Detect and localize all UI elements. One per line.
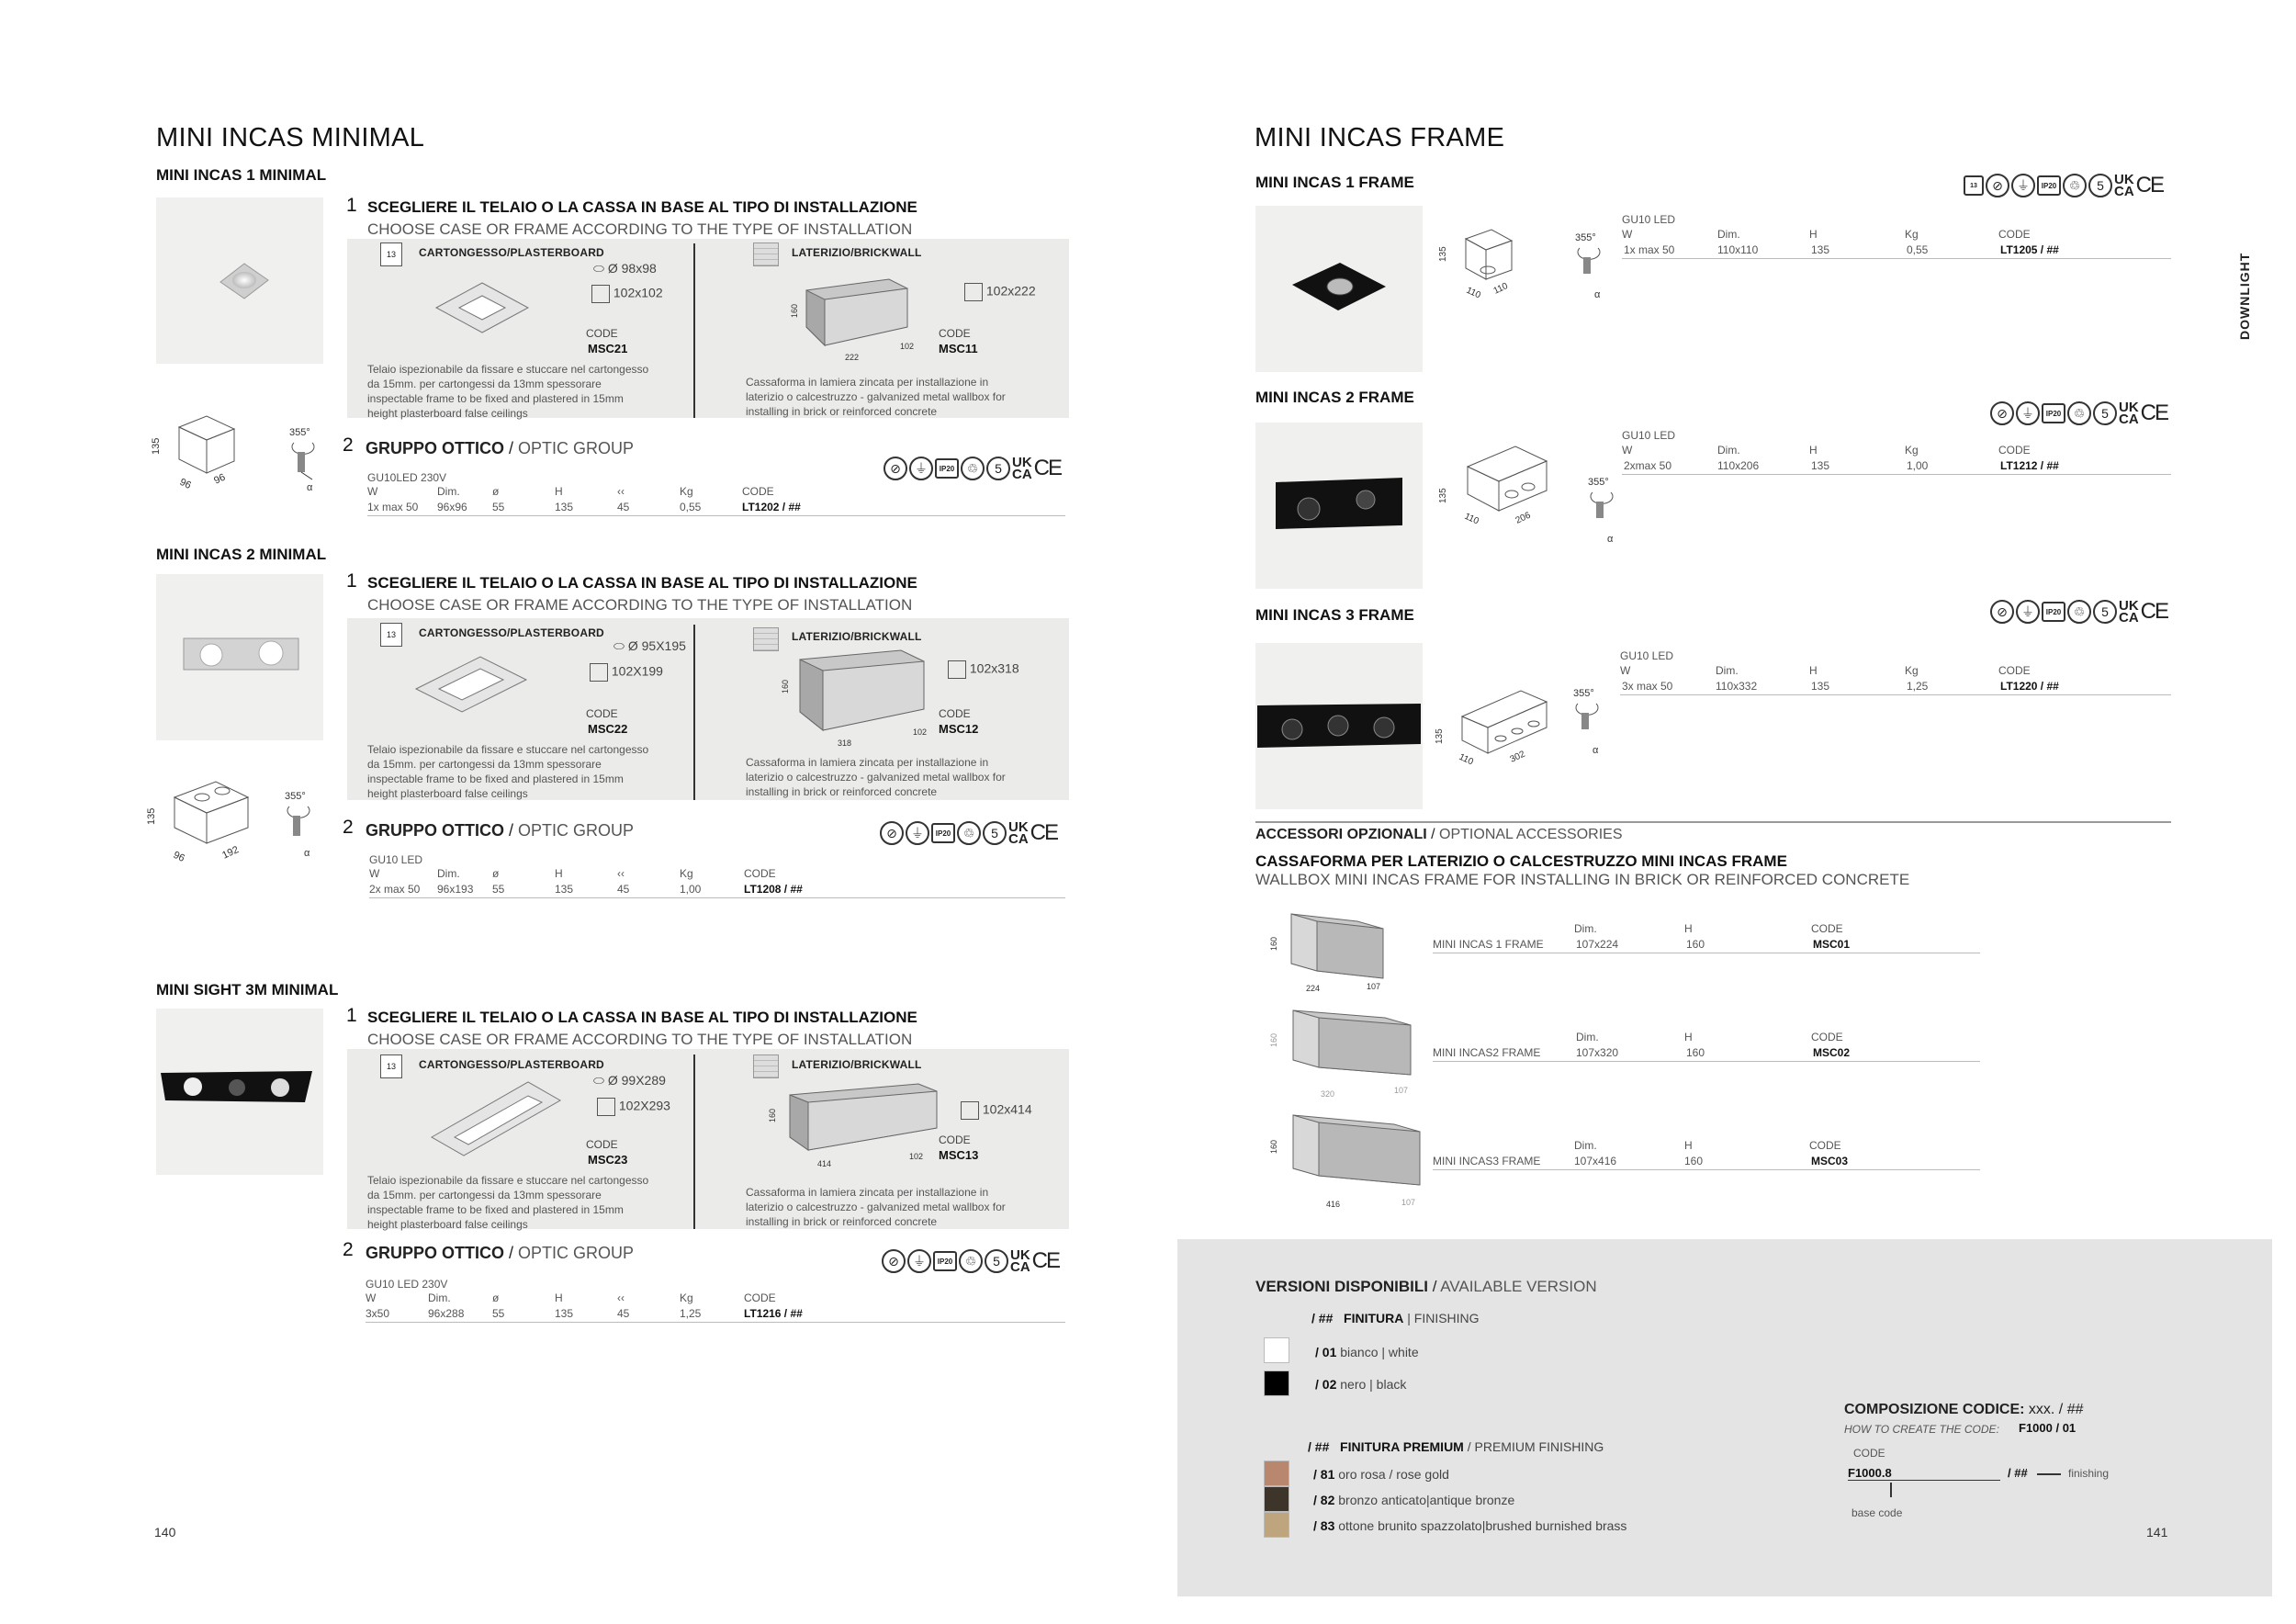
step-1-heading-it-2: SCEGLIERE IL TELAIO O LA CASSA IN BASE AL TIPO DI INSTALLAZIONE xyxy=(367,574,917,592)
no-insulation-icon: ⊘ xyxy=(884,457,907,480)
finish-swatch-white xyxy=(1264,1337,1289,1363)
plasterboard-code: MSC21 xyxy=(588,342,628,355)
wallbox-drawing-2 xyxy=(777,643,938,753)
plasterboard-description-3: Telaio ispezionabile da fissare e stuccare nel cartongesso da 15mm. per cartongessi da 13mm spessorare inspectable frame to be fixed and plastered in 15mm height plasterboard false ceilings xyxy=(367,1174,649,1231)
plasterboard-label-3: CARTONGESSO/PLASTERBOARD xyxy=(419,1058,604,1071)
step-1-heading-en-3: CHOOSE CASE OR FRAME ACCORDING TO THE TYPE OF INSTALLATION xyxy=(367,1031,913,1048)
plasterboard-code-2: MSC22 xyxy=(588,722,628,736)
ukca-icon: UK CA xyxy=(2119,400,2139,427)
how-to-create-code: HOW TO CREATE THE CODE: xyxy=(1844,1423,1999,1436)
brickwall-code-2: MSC12 xyxy=(939,722,979,736)
accessory-wallbox-drawing-3 xyxy=(1266,1102,1431,1212)
svg-text:355°: 355° xyxy=(285,791,306,802)
step-2-number-3: 2 xyxy=(343,1239,354,1260)
plasterboard-frame-drawing-3 xyxy=(422,1073,569,1165)
ce-icon: CE xyxy=(1030,820,1058,845)
step-1-number-2: 1 xyxy=(346,570,357,592)
warranty-5-icon: 5 xyxy=(2088,174,2112,197)
product-code-LT1220: LT1220 / ## xyxy=(2000,680,2059,693)
brick-wall-icon-3 xyxy=(753,1054,779,1078)
svg-text:414: 414 xyxy=(817,1159,832,1168)
wallbox-rect-icon xyxy=(964,283,983,301)
wallbox-drawing-1 xyxy=(788,272,926,364)
warranty-5-icon: 5 xyxy=(983,821,1007,845)
svg-text:102: 102 xyxy=(909,1152,924,1161)
svg-text:355°: 355° xyxy=(289,427,310,438)
step-1-heading-it-3: SCEGLIERE IL TELAIO O LA CASSA IN BASE AL TIPO DI INSTALLAZIONE xyxy=(367,1009,917,1026)
brickwall-code-label-3: CODE xyxy=(939,1133,971,1146)
certification-icons-1 xyxy=(884,456,1061,481)
tilt-angle-drawing-2 xyxy=(280,788,326,862)
frame-rect-icon xyxy=(590,663,608,682)
svg-text:320: 320 xyxy=(1321,1089,1335,1099)
frame-2-table: W Dim. H Kg CODE 2xmax 50 110x206 135 1,00 LT1212 / ## xyxy=(1622,444,2171,477)
product-photo-mini-incas-1-minimal xyxy=(156,197,323,364)
plasterboard-thickness-icon-3: 13 xyxy=(380,1054,402,1078)
brickwall-label: LATERIZIO/BRICKWALL xyxy=(792,246,922,259)
ce-icon: CE xyxy=(2140,400,2168,425)
right-page-number: 141 xyxy=(2146,1525,2168,1539)
certification-icons-3 xyxy=(882,1248,1059,1274)
accessory-wallbox-drawing-2 xyxy=(1266,1001,1422,1102)
certification-icons-frame-3 xyxy=(1990,599,2167,625)
lamp-type-3: GU10 LED 230V xyxy=(366,1278,448,1291)
step-2-number: 2 xyxy=(343,434,354,456)
warranty-5-icon: 5 xyxy=(2093,401,2117,425)
recycle-icon: ♲ xyxy=(2067,401,2091,425)
dimension-drawing-frame-2 xyxy=(1433,430,1552,531)
optic-table-1: W Dim. ø H ‹‹ Kg CODE 1x max 50 96x96 55 135 45 0,55 LT1202 / ## xyxy=(367,485,1065,518)
accessory-row-2: Dim. H CODE MINI INCAS2 FRAME 107x320 160 MSC02 xyxy=(1433,1031,1980,1064)
svg-text:160: 160 xyxy=(1269,1032,1278,1047)
earth-icon: ⏚ xyxy=(2016,600,2040,624)
step-1-number-3: 1 xyxy=(346,1005,357,1026)
no-insulation-icon: ⊘ xyxy=(1986,174,2009,197)
frame-rect-icon xyxy=(597,1098,615,1116)
panel-divider-2 xyxy=(693,625,695,800)
svg-text:160: 160 xyxy=(1269,1139,1278,1154)
step-1-heading-en: CHOOSE CASE OR FRAME ACCORDING TO THE TYPE OF INSTALLATION xyxy=(367,220,913,238)
product-code-LT1208: LT1208 / ## xyxy=(744,883,803,896)
svg-text:160: 160 xyxy=(790,303,799,318)
accessory-code-MSC01: MSC01 xyxy=(1813,938,1851,951)
ce-icon: CE xyxy=(2140,599,2168,624)
svg-text:α: α xyxy=(307,482,313,493)
no-insulation-icon: ⊘ xyxy=(1990,401,2014,425)
cutout-icon: ⬭ xyxy=(593,1073,608,1088)
right-page-title: MINI INCAS FRAME xyxy=(1255,123,1505,152)
frame-2-lamp: GU10 LED xyxy=(1622,429,1676,442)
earth-icon: ⏚ xyxy=(906,821,929,845)
svg-text:135: 135 xyxy=(1438,246,1448,262)
wallbox-rect-icon xyxy=(961,1101,979,1120)
frame-dimension-3: 102X293 xyxy=(597,1098,670,1116)
how-to-create-code-example: F1000 / 01 xyxy=(2019,1421,2077,1435)
svg-text:α: α xyxy=(1607,534,1614,545)
svg-text:α: α xyxy=(1594,289,1601,300)
composition-finishing-suffix: / ## xyxy=(2008,1466,2028,1480)
svg-text:160: 160 xyxy=(768,1108,777,1122)
optic-group-heading-1: GRUPPO OTTICO / OPTIC GROUP xyxy=(366,439,635,457)
ce-icon: CE xyxy=(1031,1248,1060,1273)
no-insulation-icon: ⊘ xyxy=(1990,600,2014,624)
svg-text:110: 110 xyxy=(1457,751,1475,768)
product-photo-mini-incas-3-frame xyxy=(1255,643,1423,809)
cutout-icon: ⬭ xyxy=(613,638,628,653)
plasterboard-13-icon: 13 xyxy=(1964,175,1984,196)
warranty-5-icon: 5 xyxy=(2093,600,2117,624)
accessory-wallbox-drawing-1 xyxy=(1266,905,1394,997)
frame-2-subtitle: MINI INCAS 2 FRAME xyxy=(1255,389,1414,406)
frame-3-subtitle: MINI INCAS 3 FRAME xyxy=(1255,606,1414,624)
category-side-label: DOWNLIGHT xyxy=(2237,252,2252,340)
composition-base-code: F1000.8 xyxy=(1848,1466,1892,1480)
ip20-icon: IP20 xyxy=(2037,175,2061,196)
tilt-angle-drawing-frame-2 xyxy=(1583,474,1629,547)
optic-group-heading-2: GRUPPO OTTICO / OPTIC GROUP xyxy=(366,821,635,840)
no-insulation-icon: ⊘ xyxy=(880,821,904,845)
accessory-code-MSC03: MSC03 xyxy=(1811,1155,1849,1167)
ce-icon: CE xyxy=(2135,173,2164,197)
product-photo-mini-incas-2-frame xyxy=(1255,423,1423,589)
cutout-dimension-2: ⬭ Ø 95X195 xyxy=(613,638,686,653)
svg-text:α: α xyxy=(1593,745,1599,756)
left-page-number: 140 xyxy=(154,1525,176,1539)
product-code-LT1216: LT1216 / ## xyxy=(744,1307,803,1320)
plasterboard-description-2: Telaio ispezionabile da fissare e stuccare nel cartongesso da 15mm. per cartongessi da 13mm spessorare inspectable frame to be fixed and plastered in 15mm height plasterboard false ceilings xyxy=(367,743,649,800)
dimension-drawing-frame-1 xyxy=(1429,220,1521,303)
plasterboard-code-3: MSC23 xyxy=(588,1153,628,1167)
recycle-icon: ♲ xyxy=(957,821,981,845)
tilt-angle-drawing-frame-3 xyxy=(1569,685,1615,759)
plasterboard-code-label-2: CODE xyxy=(586,707,618,720)
svg-text:110: 110 xyxy=(1464,285,1482,301)
dim-height-label: 135 xyxy=(152,437,162,455)
accessories-heading-en: WALLBOX MINI INCAS FRAME FOR INSTALLING IN BRICK OR REINFORCED CONCRETE xyxy=(1255,871,1910,888)
brick-wall-icon-2 xyxy=(753,627,779,651)
brick-wall-icon xyxy=(753,242,779,266)
finishing-heading: / ## FINITURA | FINISHING xyxy=(1311,1311,1480,1325)
plasterboard-description-1: Telaio ispezionabile da fissare e stuccare nel cartongesso da 15mm. per cartongessi da 13mm spessorare inspectable frame to be fixed and plastered in 15mm height plasterboard false ceilings xyxy=(367,363,649,420)
earth-icon: ⏚ xyxy=(907,1249,931,1273)
svg-text:135: 135 xyxy=(147,807,157,825)
finish-brushed-brass-label: / 83 ottone brunito spazzolato|brushed burnished brass xyxy=(1313,1518,1627,1533)
svg-text:206: 206 xyxy=(1514,510,1533,526)
ukca-icon: UK CA xyxy=(1008,819,1029,847)
ukca-icon: UK CA xyxy=(1010,1247,1030,1275)
svg-text:110: 110 xyxy=(1491,281,1510,297)
versions-title: VERSIONI DISPONIBILI / AVAILABLE VERSION xyxy=(1255,1278,1597,1295)
finish-black-label: / 02 nero | black xyxy=(1315,1377,1407,1392)
svg-text:355°: 355° xyxy=(1588,477,1609,488)
svg-text:96: 96 xyxy=(177,476,193,491)
finish-white-label: / 01 bianco | white xyxy=(1315,1345,1419,1359)
frame-1-table: W Dim. H Kg CODE 1x max 50 110x110 135 0,55 LT1205 / ## xyxy=(1622,228,2171,261)
svg-text:135: 135 xyxy=(1435,728,1445,744)
svg-text:107: 107 xyxy=(1367,982,1381,991)
svg-text:102: 102 xyxy=(913,727,928,737)
svg-text:160: 160 xyxy=(1269,936,1278,951)
ip20-icon: IP20 xyxy=(933,1251,957,1271)
plasterboard-label-2: CARTONGESSO/PLASTERBOARD xyxy=(419,626,604,639)
step-1-number: 1 xyxy=(346,195,357,216)
ukca-icon: UK CA xyxy=(1012,455,1032,482)
ip20-icon: IP20 xyxy=(2042,602,2065,622)
left-page-title: MINI INCAS MINIMAL xyxy=(156,123,425,152)
accessory-row-3: Dim. H CODE MINI INCAS3 FRAME 107x416 160 MSC03 xyxy=(1433,1139,1980,1172)
step-2-number-2: 2 xyxy=(343,817,354,838)
svg-text:α: α xyxy=(304,848,310,859)
svg-text:160: 160 xyxy=(781,679,790,694)
brickwall-code-label: CODE xyxy=(939,327,971,340)
certification-icons-frame-1 xyxy=(1964,173,2163,198)
brickwall-description-3: Cassaforma in lamiera zincata per installazione in laterizio o calcestruzzo - galvanized metal wallbox for installing in brick or reinforced concrete xyxy=(746,1186,1006,1228)
product-photo-mini-sight-3m-minimal xyxy=(156,1009,323,1175)
frame-dimension: 102x102 xyxy=(591,285,663,303)
plasterboard-label: CARTONGESSO/PLASTERBOARD xyxy=(419,246,604,259)
ukca-icon: UK CA xyxy=(2114,172,2134,199)
composition-base-code-label: base code xyxy=(1851,1506,1903,1519)
recycle-icon: ♲ xyxy=(959,1249,983,1273)
ip20-icon: IP20 xyxy=(931,823,955,843)
plasterboard-frame-drawing-1 xyxy=(427,276,537,340)
finish-swatch-rose-gold xyxy=(1264,1460,1289,1486)
lamp-type-1: GU10LED 230V xyxy=(367,471,447,484)
accessories-divider xyxy=(1255,821,2171,823)
recycle-icon: ♲ xyxy=(961,457,985,480)
brickwall-label-3: LATERIZIO/BRICKWALL xyxy=(792,1058,922,1071)
cutout-icon: ⬭ xyxy=(593,261,608,276)
accessory-code-MSC02: MSC02 xyxy=(1813,1046,1851,1059)
lamp-type-2: GU10 LED xyxy=(369,853,423,866)
svg-text:416: 416 xyxy=(1326,1200,1341,1209)
ip20-icon: IP20 xyxy=(2042,403,2065,423)
tilt-angle-drawing-frame-1 xyxy=(1570,230,1616,303)
brickwall-code-label-2: CODE xyxy=(939,707,971,720)
wallbox-dimension: 102x222 xyxy=(964,283,1036,301)
certification-icons-frame-2 xyxy=(1990,400,2167,426)
tilt-angle-drawing-1 xyxy=(285,424,331,498)
plasterboard-thickness-icon-2: 13 xyxy=(380,623,402,647)
frame-3-lamp: GU10 LED xyxy=(1620,649,1674,662)
frame-1-subtitle: MINI INCAS 1 FRAME xyxy=(1255,174,1414,191)
dimension-drawing-frame-3 xyxy=(1429,680,1548,772)
composition-finishing-label: finishing xyxy=(2068,1467,2110,1480)
earth-icon: ⏚ xyxy=(909,457,933,480)
panel-divider-3 xyxy=(693,1054,695,1229)
cutout-dimension-3: ⬭ Ø 99X289 xyxy=(593,1073,666,1088)
ukca-icon: UK CA xyxy=(2119,598,2139,626)
finish-swatch-antique-bronze xyxy=(1264,1486,1289,1512)
ce-icon: CE xyxy=(1033,456,1062,480)
accessories-title: ACCESSORI OPZIONALI / OPTIONAL ACCESSORIES xyxy=(1255,827,1623,842)
product-photo-mini-incas-1-frame xyxy=(1255,206,1423,372)
accessories-heading-it: CASSAFORMA PER LATERIZIO O CALCESTRUZZO MINI INCAS FRAME xyxy=(1255,852,1787,870)
svg-text:96: 96 xyxy=(212,471,228,487)
plasterboard-frame-drawing-2 xyxy=(411,652,531,716)
section-3-subtitle: MINI SIGHT 3M MINIMAL xyxy=(156,981,339,998)
plasterboard-code-label-3: CODE xyxy=(586,1138,618,1151)
accessory-row-1: Dim. H CODE MINI INCAS 1 FRAME 107x224 160 MSC01 xyxy=(1433,922,1980,955)
finish-antique-bronze-label: / 82 bronzo anticato|antique bronze xyxy=(1313,1493,1515,1507)
recycle-icon: ♲ xyxy=(2063,174,2087,197)
frame-3-table: W Dim. H Kg CODE 3x max 50 110x332 135 1,25 LT1220 / ## xyxy=(1620,664,2171,697)
optic-table-3: W Dim. ø H ‹‹ Kg CODE 3x50 96x288 55 135 45 1,25 LT1216 / ## xyxy=(366,1291,1065,1325)
step-1-heading-en-2: CHOOSE CASE OR FRAME ACCORDING TO THE TYPE OF INSTALLATION xyxy=(367,596,913,614)
svg-text:192: 192 xyxy=(220,844,241,862)
plasterboard-code-label: CODE xyxy=(586,327,618,340)
dimension-drawing-1-minimal xyxy=(152,409,253,501)
brickwall-description-1: Cassaforma in lamiera zincata per installazione in laterizio o calcestruzzo - galvanized metal wallbox for installing in brick or reinforced concrete xyxy=(746,376,1006,418)
optic-group-heading-3: GRUPPO OTTICO / OPTIC GROUP xyxy=(366,1244,635,1262)
product-code-LT1202: LT1202 / ## xyxy=(742,501,801,513)
certification-icons-2 xyxy=(880,820,1057,846)
svg-text:107: 107 xyxy=(1401,1198,1416,1207)
ip20-icon: IP20 xyxy=(935,458,959,479)
code-composition-title: COMPOSIZIONE CODICE: xxx. / ## xyxy=(1844,1402,2084,1417)
warranty-5-icon: 5 xyxy=(986,457,1010,480)
step-1-heading-it: SCEGLIERE IL TELAIO O LA CASSA IN BASE AL TIPO DI INSTALLAZIONE xyxy=(367,198,917,216)
section-1-subtitle: MINI INCAS 1 MINIMAL xyxy=(156,166,327,184)
svg-text:318: 318 xyxy=(838,739,852,748)
frame-1-lamp: GU10 LED xyxy=(1622,213,1676,226)
no-insulation-icon: ⊘ xyxy=(882,1249,906,1273)
finish-swatch-brushed-brass xyxy=(1264,1512,1289,1538)
svg-text:355°: 355° xyxy=(1573,688,1594,699)
product-photo-mini-incas-2-minimal xyxy=(156,574,323,740)
dimension-drawing-2-minimal xyxy=(147,774,257,866)
svg-text:355°: 355° xyxy=(1575,232,1596,243)
brickwall-description-2: Cassaforma in lamiera zincata per installazione in laterizio o calcestruzzo - galvanized metal wallbox for installing in brick or reinforced concrete xyxy=(746,756,1006,798)
brickwall-code: MSC11 xyxy=(939,342,978,355)
premium-finishing-heading: / ## FINITURA PREMIUM / PREMIUM FINISHING xyxy=(1308,1439,1604,1454)
finish-swatch-black xyxy=(1264,1370,1289,1396)
brickwall-label-2: LATERIZIO/BRICKWALL xyxy=(792,630,922,643)
svg-text:107: 107 xyxy=(1394,1086,1409,1095)
wallbox-dimension-2: 102x318 xyxy=(948,660,1019,679)
panel-divider-1 xyxy=(693,243,695,418)
svg-text:224: 224 xyxy=(1306,984,1321,993)
earth-icon: ⏚ xyxy=(2011,174,2035,197)
svg-text:302: 302 xyxy=(1508,749,1527,765)
cutout-dimension: ⬭ Ø 98x98 xyxy=(593,261,657,276)
section-2-subtitle: MINI INCAS 2 MINIMAL xyxy=(156,546,327,563)
svg-text:96: 96 xyxy=(171,849,186,864)
wallbox-dimension-3: 102x414 xyxy=(961,1101,1032,1120)
wallbox-drawing-3 xyxy=(762,1077,946,1178)
svg-text:135: 135 xyxy=(1438,488,1448,503)
finish-rose-gold-label: / 81 oro rosa / rose gold xyxy=(1313,1467,1449,1482)
brickwall-code-3: MSC13 xyxy=(939,1148,979,1162)
svg-text:110: 110 xyxy=(1462,511,1480,527)
composition-code-label: CODE xyxy=(1853,1447,1885,1460)
optic-table-2: W Dim. ø H ‹‹ Kg CODE 2x max 50 96x193 55 135 45 1,00 LT1208 / ## xyxy=(369,867,1065,900)
frame-dimension-2: 102X199 xyxy=(590,663,663,682)
warranty-5-icon: 5 xyxy=(985,1249,1008,1273)
product-code-LT1212: LT1212 / ## xyxy=(2000,459,2059,472)
recycle-icon: ♲ xyxy=(2067,600,2091,624)
svg-text:222: 222 xyxy=(845,353,860,362)
wallbox-rect-icon xyxy=(948,660,966,679)
frame-rect-icon xyxy=(591,285,610,303)
svg-text:102: 102 xyxy=(900,342,915,351)
earth-icon: ⏚ xyxy=(2016,401,2040,425)
plasterboard-thickness-icon: 13 xyxy=(380,242,402,266)
product-code-LT1205: LT1205 / ## xyxy=(2000,243,2059,256)
